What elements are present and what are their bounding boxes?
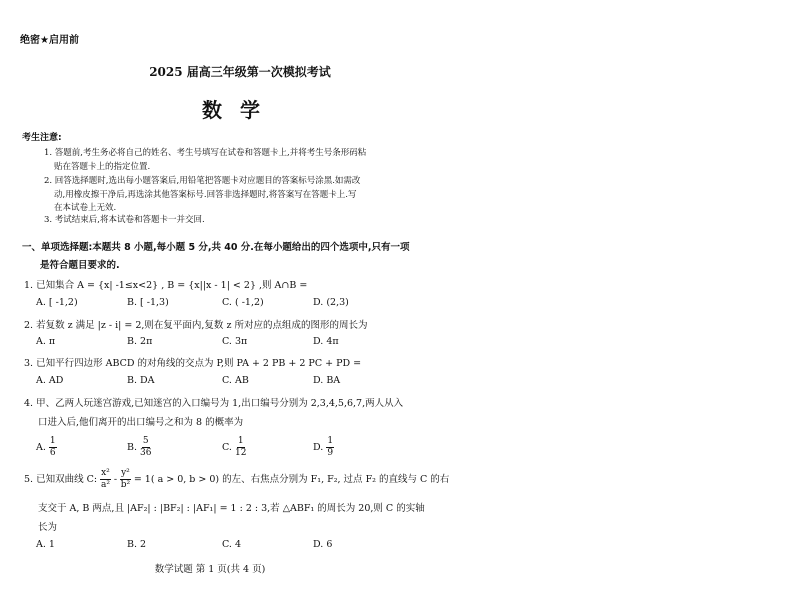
question-4-stem: 4. 甲、乙两人玩迷宫游戏,已知迷宫的入口编号为 1,出口编号分别为 2,3,4,5,6,7,两人从入	[24, 398, 404, 409]
notice-heading: 考生注意:	[22, 133, 62, 143]
subject-title: 数学	[202, 98, 278, 122]
question-5-stem-cont: 长为	[38, 522, 58, 533]
q3-option-b: B. DA	[127, 375, 155, 386]
q5-fraction-x	[100, 469, 111, 490]
notice-line: 3. 考试结束后,将本试卷和答题卡一并交回.	[44, 215, 205, 225]
notice-line: 贴在答题卡上的指定位置.	[54, 162, 151, 172]
q3-option-d: D. BA	[313, 375, 341, 386]
q5-option-d: D. 6	[313, 539, 333, 550]
q5-option-c: C. 4	[222, 539, 242, 550]
section-heading-cont: 是符合题目要求的.	[40, 260, 120, 271]
q4-option-a	[36, 437, 57, 458]
q4-option-c-fraction	[235, 437, 246, 458]
q4-option-d-fraction	[326, 437, 334, 458]
numerator: 1	[237, 436, 244, 446]
notice-line: 动,用橡皮擦干净后,再选涂其他答案标号.回答非选择题时,将答案写在答题卡上.写	[54, 190, 357, 200]
q4-option-b-label: B.	[127, 442, 138, 453]
section-heading: 一、单项选择题:本题共 8 小题,每小题 5 分,共 40 分.在每小题给出的四个选项中,只有一项	[22, 242, 410, 253]
notice-line: 2. 回答选择题时,选出每小题答案后,用铅笔把答题卡对应题目的答案标号涂黑.如需改	[44, 176, 361, 186]
numerator: y²	[121, 468, 130, 478]
question-5-stem-cont: 支交于 A, B 两点,且 |AF₂| : |BF₂| : |AF₁| = 1 : 2 : 3,若 △ABF₁ 的周长为 20,则 C 的实轴	[38, 503, 425, 514]
q3-option-c: C. AB	[222, 375, 249, 386]
q4-option-a-fraction	[49, 437, 57, 458]
denominator: 36	[140, 448, 152, 458]
q4-option-c-label: C.	[222, 442, 232, 453]
q1-option-a: A. [ -1,2)	[36, 297, 78, 308]
q4-option-d	[313, 437, 334, 458]
question-4-stem-cont: 口进入后,他们离开的出口编号之和为 8 的概率为	[38, 417, 244, 428]
q4-option-b	[127, 437, 152, 458]
numerator: 5	[142, 436, 149, 446]
question-1-stem: 1. 已知集合 A = {x| -1≤x<2} , B = {x||x - 1| < 2} ,则 A∩B =	[24, 280, 308, 291]
numerator: 1	[49, 436, 56, 446]
q1-option-b: B. [ -1,3)	[127, 297, 169, 308]
q2-option-c: C. 3π	[222, 336, 248, 347]
notice-line: 1. 答题前,考生务必将自己的姓名、考生号填写在试卷和答题卡上,并将考生号条形码粘	[44, 148, 367, 158]
denominator: b²	[120, 480, 131, 490]
q5-fraction-y	[120, 469, 131, 490]
q5-option-b: B. 2	[127, 539, 147, 550]
numerator: x²	[101, 468, 110, 478]
denominator: 9	[327, 448, 334, 458]
q4-option-b-fraction	[140, 437, 151, 458]
denominator: 6	[49, 448, 56, 458]
question-5-stem	[24, 469, 449, 490]
exam-title: 2025 届高三年级第一次模拟考试	[149, 65, 331, 79]
q1-option-c: C. ( -1,2)	[222, 297, 264, 308]
page-footer: 数学试题 第 1 页(共 4 页)	[154, 564, 266, 575]
q4-option-c	[222, 437, 246, 458]
question-3-stem: 3. 已知平行四边形 ABCD 的对角线的交点为 P,则 PA + 2 PB + 2 PC + PD =	[24, 358, 362, 369]
q5-option-a: A. 1	[36, 539, 55, 550]
q1-option-d: D. (2,3)	[313, 297, 349, 308]
question-2-stem: 2. 若复数 z 满足 |z - i| = 2,则在复平面内,复数 z 所对应的点组成的图形的周长为	[24, 320, 368, 331]
q4-option-d-label: D.	[313, 442, 324, 453]
q2-option-d: D. 4π	[313, 336, 339, 347]
q4-option-a-label: A.	[36, 442, 46, 453]
q5-stem-part: 5. 已知双曲线 C:	[24, 474, 98, 485]
numerator: 1	[327, 436, 334, 446]
q2-option-a: A. π	[36, 336, 56, 347]
denominator: a²	[100, 480, 110, 490]
q5-minus: -	[113, 474, 118, 485]
denominator: 12	[234, 448, 247, 458]
confidential-mark: 绝密★启用前	[20, 35, 79, 46]
q3-option-a: A. AD	[36, 375, 64, 386]
q5-stem-part: = 1( a > 0, b > 0) 的左、右焦点分别为 F₁, F₂, 过点 F₂ 的直线与 C 的右	[133, 474, 450, 485]
q2-option-b: B. 2π	[127, 336, 153, 347]
notice-line: 在本试卷上无效.	[54, 203, 117, 213]
